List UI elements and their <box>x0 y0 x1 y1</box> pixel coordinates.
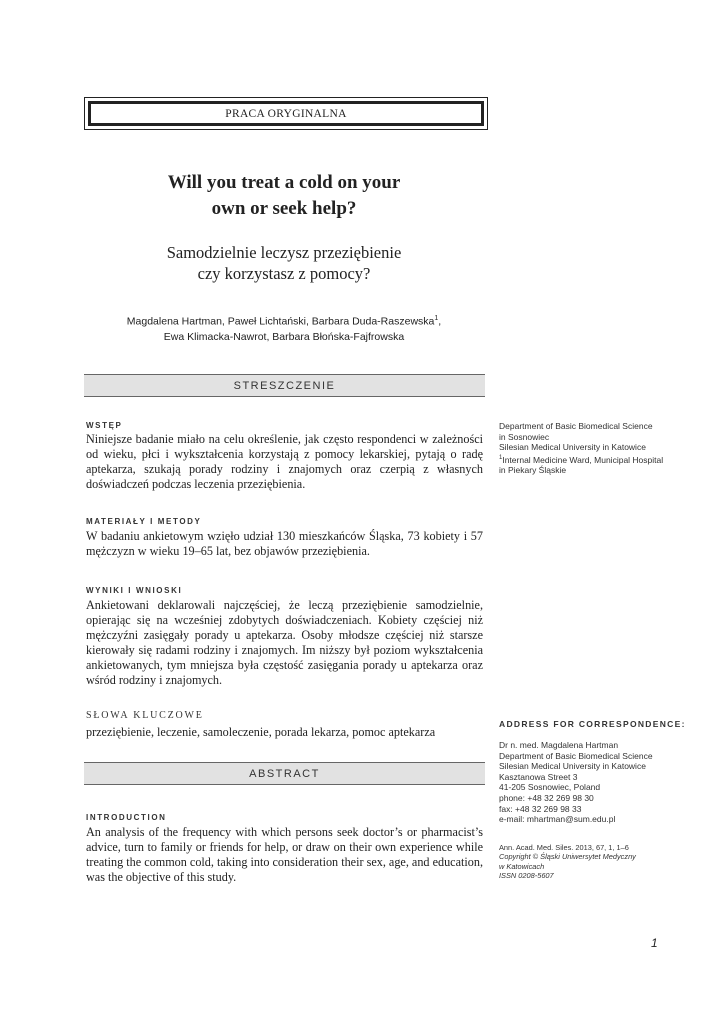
affiliations <box>499 421 699 476</box>
authors-line-2: Ewa Klimacka-Nawrot, Barbara Błońska-Fajfrowska <box>163 330 405 343</box>
author-list <box>84 311 484 345</box>
correspondence-address <box>499 740 699 825</box>
citation-issn: ISSN 0208-5607 <box>499 871 554 881</box>
wstep-text <box>86 432 483 492</box>
materialy-text <box>86 529 483 559</box>
authors-affiliation-mark: 1 <box>434 315 439 322</box>
affiliation-line-1: Department of Basic Biomedical Science <box>499 421 653 431</box>
correspondence-line: Department of Basic Biomedical Science <box>499 750 653 761</box>
correspondence-line: Dr n. med. Magdalena Hartman <box>499 740 619 750</box>
subtitle-line-2: czy korzystasz z pomocy? <box>197 264 371 283</box>
title-line-1: Will you treat a cold on your <box>167 172 401 193</box>
wstep-heading: WSTĘP <box>86 421 123 430</box>
wstep-paragraph: Niniejsze badanie miało na celu określenie, jak często respondenci w zależności od wieku, płci i wykształcenia korzystają z pomocy lekarskiej, pytają o radę aptekarza, szukają porady rodziny i znajomych oraz czerpią z własnych doświadczeń podczas leczenia przeziębienia. <box>86 432 483 492</box>
citation-copyright: Copyright © Śląski Uniwersytet Medyczny <box>499 852 636 862</box>
title-line-2: own or seek help? <box>211 198 357 219</box>
introduction-text <box>86 825 483 885</box>
citation-city: w Katowicach <box>499 861 545 871</box>
correspondence-line: Kasztanowa Street 3 <box>499 771 578 782</box>
article-subtitle <box>84 242 484 284</box>
introduction-paragraph: An analysis of the frequency with which persons seek doctor’s or pharmacist’s advice, turn to family or friends for help, or draw on their own experience while treating the common cold, taking into consideration their sex, age, and education, was the objective of this study. <box>86 825 483 885</box>
keywords-heading: SŁOWA KLUCZOWE <box>86 710 204 721</box>
section-type-label: PRACA ORYGINALNA <box>88 101 484 126</box>
abstract-heading: ABSTRACT <box>84 762 485 785</box>
keywords-paragraph: przeziębienie, leczenie, samoleczenie, porada lekarza, pomoc aptekarza <box>86 725 436 739</box>
keywords-text <box>86 725 483 740</box>
wyniki-text <box>86 598 483 689</box>
correspondence-line: fax: +48 32 269 98 33 <box>499 803 582 814</box>
section-type-box <box>84 97 488 130</box>
affiliation-line-4: Internal Medicine Ward, Municipal Hospital <box>502 454 664 465</box>
correspondence-line: 41-205 Sosnowiec, Poland <box>499 782 601 793</box>
affiliation-line-5: in Piekary Śląskie <box>499 465 567 476</box>
wyniki-paragraph: Ankietowani deklarowali najczęściej, że leczą przeziębienie samodzielnie, opierając się na wcześniej zdobytych doświadczeniach. Kobiety częściej niż mężczyźni zasięgały porady u aptekarza. Osoby młodsze częściej niż starsze kierowały się radami rodziny i znajomych. Im niższy był poziom wykształcenia ankietowanych, tym mniejsza była częstość zasięgania porady u aptekarza oraz wśród rodziny i znajomych. <box>86 598 483 688</box>
affiliation-mark: 1 <box>499 454 503 461</box>
affiliation-line-2: in Sosnowiec <box>499 431 550 442</box>
citation-block <box>499 843 699 881</box>
wyniki-heading: WYNIKI I WNIOSKI <box>86 586 183 595</box>
article-title <box>84 170 484 222</box>
authors-line-1-end: , <box>438 315 442 328</box>
page-number: 1 <box>651 936 658 950</box>
correspondence-heading: ADDRESS FOR CORRESPONDENCE: <box>499 719 686 729</box>
affiliation-line-3: Silesian Medical University in Katowice <box>499 442 646 453</box>
streszczenie-heading: STRESZCZENIE <box>84 374 485 397</box>
subtitle-line-1: Samodzielnie leczysz przeziębienie <box>166 243 402 262</box>
correspondence-line: Silesian Medical University in Katowice <box>499 761 646 772</box>
correspondence-email: e-mail: mhartman@sum.edu.pl <box>499 814 616 825</box>
introduction-heading: INTRODUCTION <box>86 813 167 822</box>
authors-line-1: Magdalena Hartman, Paweł Lichtański, Barbara Duda-Raszewska <box>126 315 435 328</box>
citation-journal: Ann. Acad. Med. Siles. 2013, 67, 1, 1–6 <box>499 843 629 852</box>
materialy-paragraph: W badaniu ankietowym wzięło udział 130 mieszkańców Śląska, 73 kobiety i 57 mężczyzn w wieku 19–65 lat, bez objawów przeziębienia. <box>86 529 483 559</box>
correspondence-line: phone: +48 32 269 98 30 <box>499 792 594 803</box>
materialy-heading: MATERIAŁY I METODY <box>86 517 202 526</box>
